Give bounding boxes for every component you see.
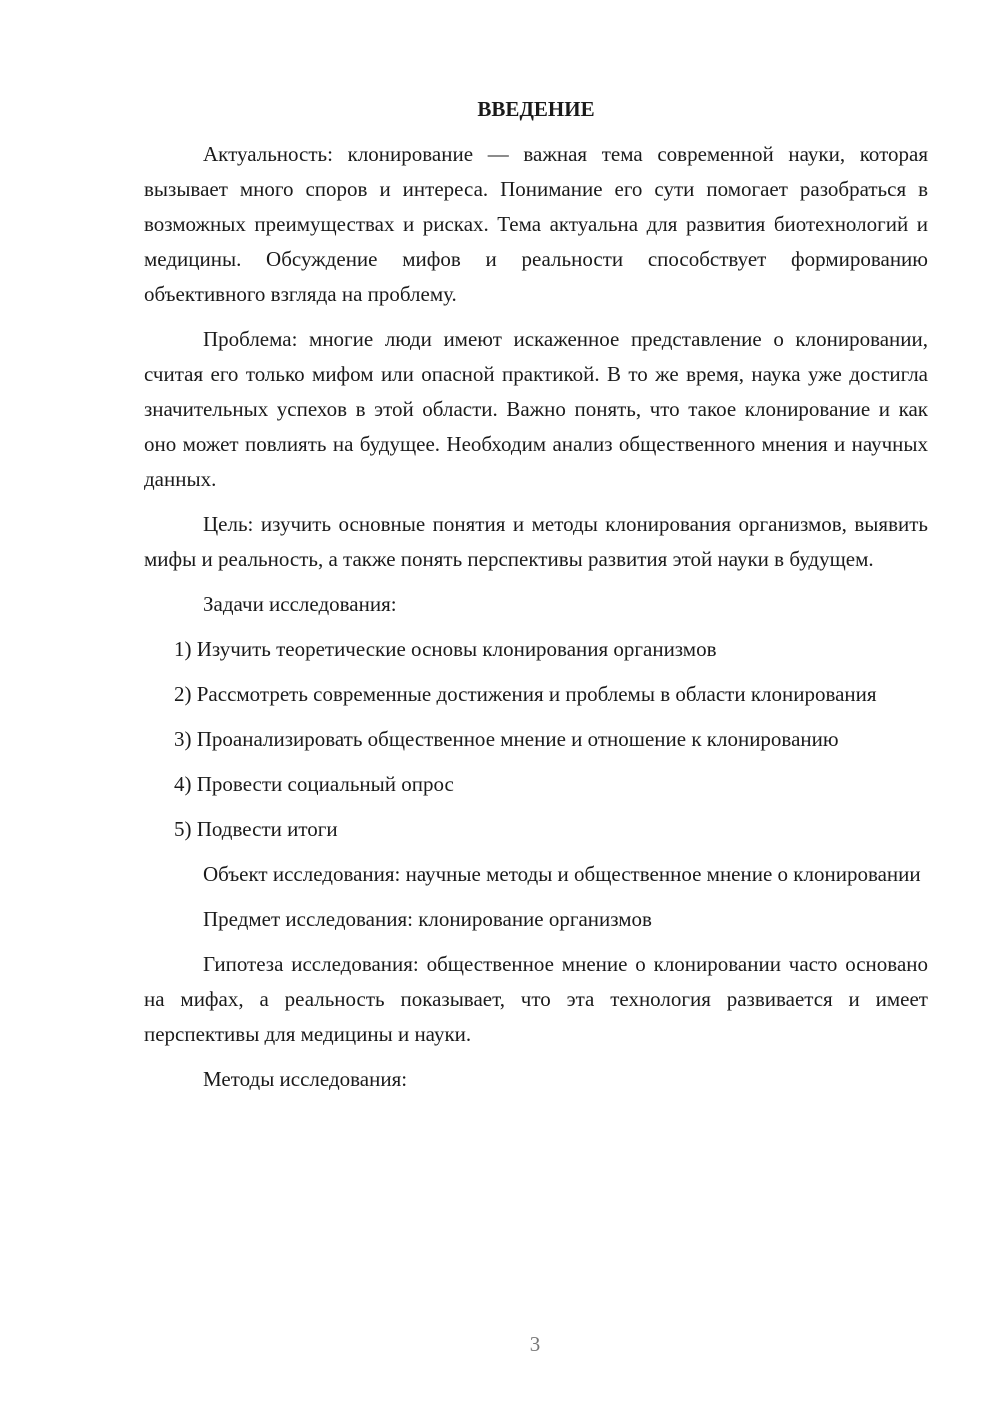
hypothesis-paragraph: Гипотеза исследования: общественное мнение о клонировании часто основано на мифах, а реальность показывает, что эта технология развивается и имеет перспективы для медицины и науки. — [144, 952, 928, 1046]
task-item-3: 3) Проанализировать общественное мнение и отношение к клонированию — [174, 727, 839, 751]
relevance-paragraph: Актуальность: клонирование — важная тема современной науки, которая вызывает много споров и интереса. Понимание его сути помогает разобраться в возможных преимуществах и рисках. Тема актуальна для развития биотехнологий и медицины. Обсуждение мифов и реальности способствует формированию объективного взгляда на проблему. — [144, 142, 928, 306]
goal-paragraph: Цель: изучить основные понятия и методы клонирования организмов, выявить мифы и реальность, а также понять перспективы развития этой науки в будущем. — [144, 512, 928, 571]
object-paragraph: Объект исследования: научные методы и общественное мнение о клонировании — [203, 862, 921, 886]
task-item-5: 5) Подвести итоги — [174, 817, 338, 841]
methods-heading: Методы исследования: — [203, 1067, 408, 1091]
task-item-4: 4) Провести социальный опрос — [174, 772, 454, 796]
task-item-1: 1) Изучить теоретические основы клонирования организмов — [174, 637, 717, 661]
problem-paragraph: Проблема: многие люди имеют искаженное представление о клонировании, считая его только мифом или опасной практикой. В то же время, наука уже достигла значительных успехов в этой области. Важно понять, что такое клонирование и как оно может повлиять на будущее. Необходим анализ общественного мнения и научных данных. — [144, 327, 928, 491]
task-item-2: 2) Рассмотреть современные достижения и проблемы в области клонирования — [174, 682, 877, 706]
subject-paragraph: Предмет исследования: клонирование организмов — [203, 907, 652, 931]
document-page — [144, 92, 928, 1107]
tasks-heading: Задачи исследования: — [203, 592, 397, 616]
page-number: 3 — [529, 1332, 541, 1356]
page-title: ВВЕДЕНИЕ — [477, 97, 595, 121]
